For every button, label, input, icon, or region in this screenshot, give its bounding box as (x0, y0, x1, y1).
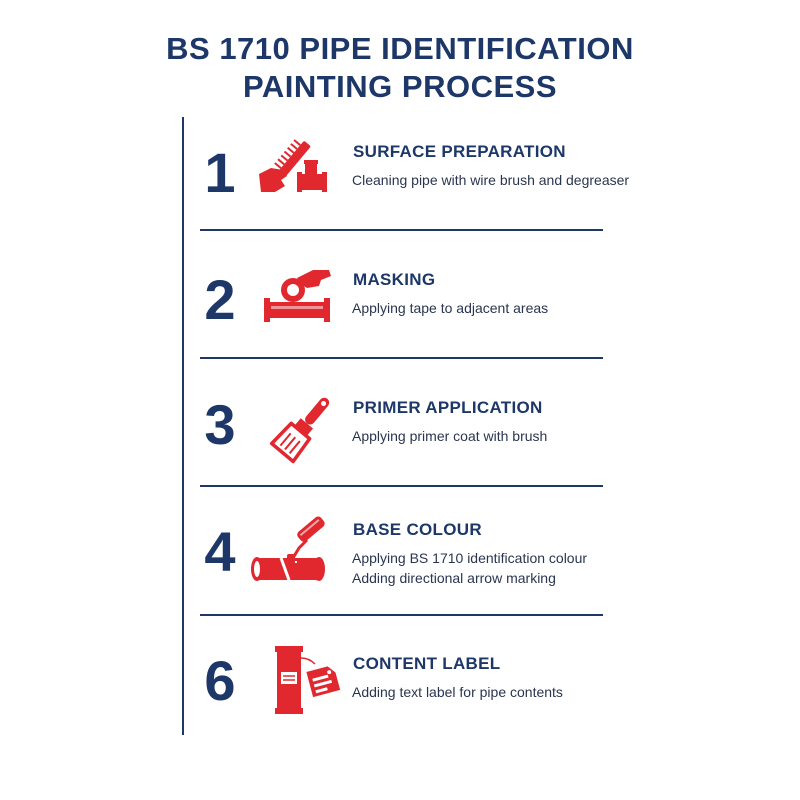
step-6 (195, 640, 655, 750)
step-description-line-1: Applying BS 1710 identification colour (352, 550, 588, 566)
timeline-line (182, 117, 184, 735)
pipe-label-tag-icon (271, 644, 343, 716)
step-3 (195, 390, 655, 500)
divider (200, 614, 603, 616)
step-heading: BASE COLOUR (353, 520, 482, 539)
step-number: 6 (204, 649, 236, 712)
step-4 (195, 510, 655, 620)
paint-brush-icon (265, 390, 341, 466)
step-number: 1 (204, 141, 236, 204)
divider (200, 357, 603, 359)
step-number: 2 (204, 268, 236, 331)
paint-roller-pipe-icon (247, 512, 331, 592)
step-description: Adding text label for pipe contents (352, 684, 563, 700)
title-line-2: PAINTING PROCESS (242, 69, 558, 104)
step-number: 4 (204, 520, 236, 583)
step-heading: CONTENT LABEL (353, 654, 501, 673)
step-heading: SURFACE PREPARATION (353, 142, 566, 161)
title-line-1: BS 1710 PIPE IDENTIFICATION (166, 31, 634, 66)
wire-brush-pipe-icon (255, 130, 331, 206)
step-1 (195, 130, 655, 240)
step-number: 3 (204, 393, 236, 456)
step-heading: MASKING (353, 270, 436, 289)
divider (200, 229, 603, 231)
step-description: Applying primer coat with brush (352, 428, 548, 444)
step-2 (195, 260, 655, 370)
step-description: Cleaning pipe with wire brush and degreaser (352, 172, 630, 188)
step-description: Applying tape to adjacent areas (352, 300, 549, 316)
step-heading: PRIMER APPLICATION (353, 398, 543, 417)
divider (200, 485, 603, 487)
page-title (0, 30, 800, 106)
step-description-line-2: Adding directional arrow marking (352, 570, 556, 586)
masking-tape-pipe-icon (261, 260, 337, 336)
